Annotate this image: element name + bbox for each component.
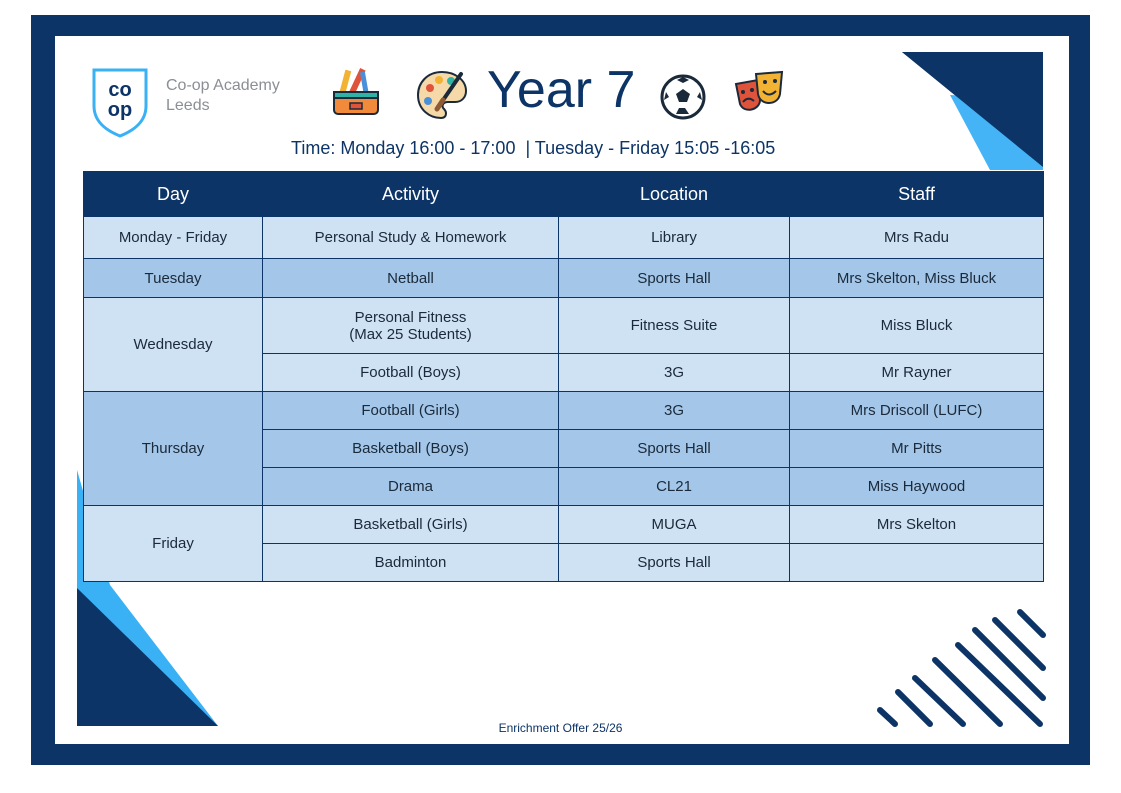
- school-name-line2: Leeds: [166, 97, 210, 114]
- activity-line: (Max 25 Students): [349, 325, 472, 343]
- staff-cell: Miss Haywood: [790, 468, 1044, 506]
- staff-cell: Miss Bluck: [790, 298, 1044, 354]
- activity-cell: Basketball (Girls): [263, 506, 559, 544]
- location-cell: Sports Hall: [559, 544, 790, 582]
- staff-cell: Mr Rayner: [790, 354, 1044, 392]
- location-cell: Sports Hall: [559, 259, 790, 298]
- day-cell: Thursday: [84, 392, 263, 506]
- activity-line: Personal Fitness: [354, 308, 467, 326]
- footer-text: Enrichment Offer 25/26: [498, 721, 623, 735]
- pencil-case-icon: [330, 66, 384, 120]
- location-cell: 3G: [559, 354, 790, 392]
- table-row: [84, 217, 1044, 259]
- page-title: Year 7: [487, 61, 636, 119]
- table-row: [84, 298, 1044, 354]
- day-cell: Friday: [84, 506, 263, 582]
- header-activity: Activity: [263, 172, 559, 217]
- football-icon: [656, 70, 710, 124]
- staff-cell: Mr Pitts: [790, 430, 1044, 468]
- header-location: Location: [559, 172, 790, 217]
- activity-cell: Personal Study & Homework: [263, 217, 559, 259]
- activity-cell: Basketball (Boys): [263, 430, 559, 468]
- paint-palette-icon: [415, 68, 469, 122]
- time-info: Time: Monday 16:00 - 17:00 | Tuesday - Friday 15:05 -16:05: [291, 138, 776, 158]
- stripes-decoration: [880, 612, 1043, 724]
- activity-cell: [263, 298, 559, 354]
- header-staff: Staff: [790, 172, 1044, 217]
- location-cell: MUGA: [559, 506, 790, 544]
- location-cell: 3G: [559, 392, 790, 430]
- location-cell: CL21: [559, 468, 790, 506]
- timetable: [83, 171, 1044, 582]
- day-cell: Monday - Friday: [84, 217, 263, 259]
- staff-cell: Mrs Skelton: [790, 506, 1044, 544]
- activity-cell: Badminton: [263, 544, 559, 582]
- header-day: Day: [84, 172, 263, 217]
- table-row: [84, 506, 1044, 544]
- day-cell: Wednesday: [84, 298, 263, 392]
- staff-cell: Mrs Radu: [790, 217, 1044, 259]
- staff-cell: Mrs Skelton, Miss Bluck: [790, 259, 1044, 298]
- table-header-row: [84, 172, 1044, 217]
- location-cell: Library: [559, 217, 790, 259]
- activity-cell: Drama: [263, 468, 559, 506]
- staff-cell: [790, 544, 1044, 582]
- activity-cell: Netball: [263, 259, 559, 298]
- table-row: [84, 259, 1044, 298]
- svg-text:co: co: [108, 79, 132, 101]
- svg-text:op: op: [107, 99, 133, 121]
- day-cell: Tuesday: [84, 259, 263, 298]
- staff-cell: Mrs Driscoll (LUFC): [790, 392, 1044, 430]
- theatre-masks-icon: [732, 66, 786, 120]
- school-name: [166, 76, 280, 116]
- location-cell: Fitness Suite: [559, 298, 790, 354]
- activity-cell: Football (Girls): [263, 392, 559, 430]
- location-cell: Sports Hall: [559, 430, 790, 468]
- school-name-line1: Co-op Academy: [166, 77, 280, 94]
- coop-logo: [90, 66, 150, 138]
- table-row: [84, 392, 1044, 430]
- activity-cell: Football (Boys): [263, 354, 559, 392]
